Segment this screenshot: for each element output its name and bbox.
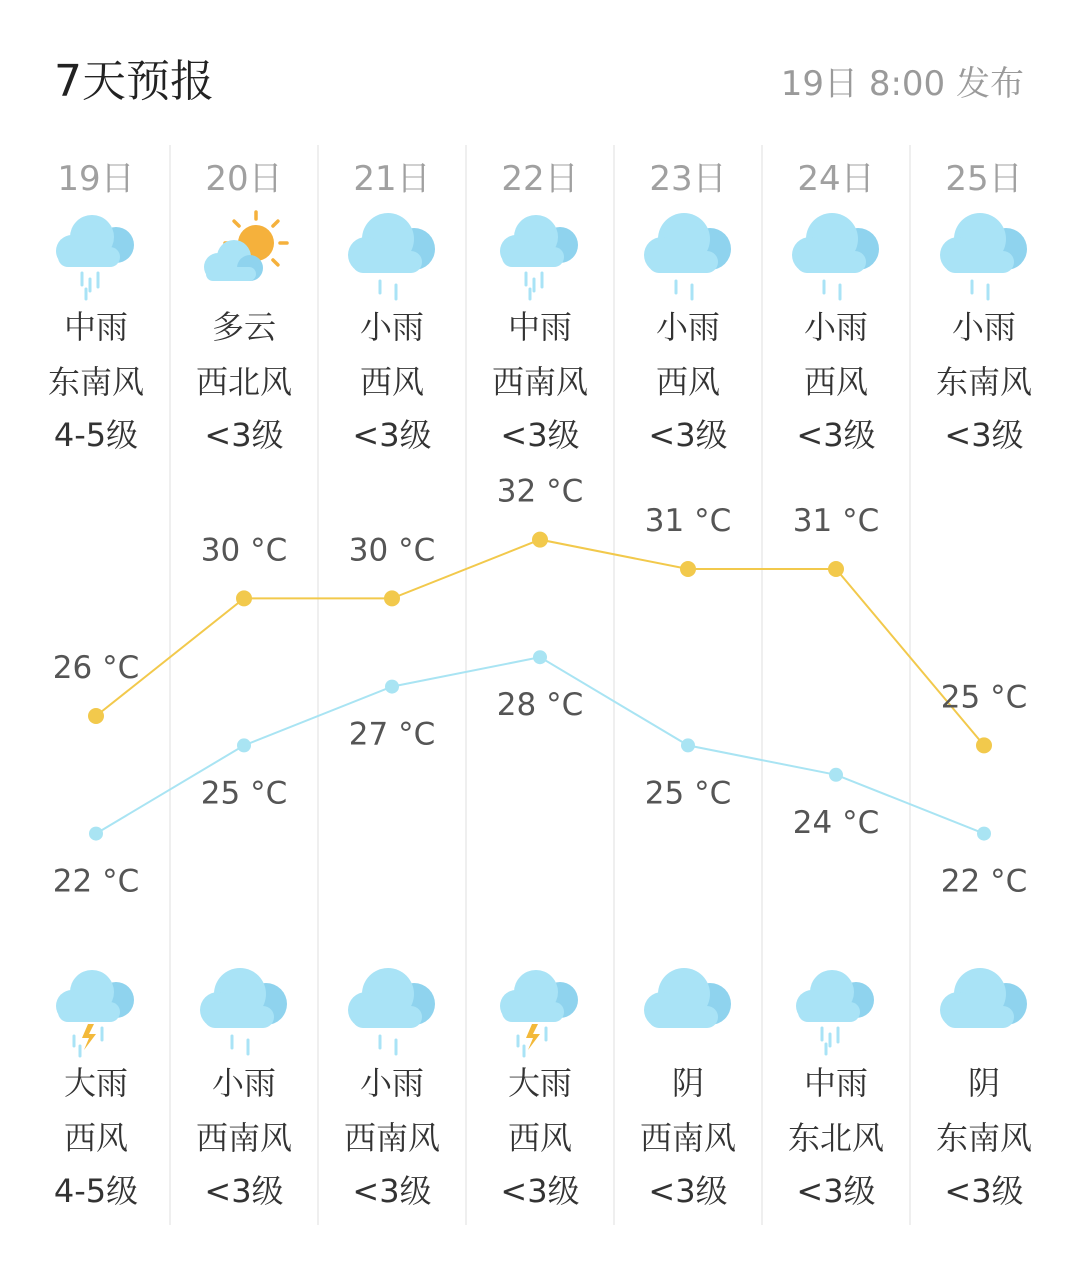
high-temp-label: 31 °C: [644, 503, 732, 539]
low-temp-label: 22 °C: [940, 863, 1028, 900]
day-wind-level: 4-5级: [53, 416, 139, 454]
night-weather: 阴: [671, 1064, 704, 1102]
day-weather: 小雨: [655, 308, 720, 346]
night-wind-level: <3级: [796, 1172, 876, 1210]
day-date: 23日: [649, 159, 727, 199]
low-temp-label: 28 °C: [496, 687, 584, 724]
low-temp-point: [829, 768, 843, 782]
day-weather: 小雨: [951, 308, 1016, 346]
night-wind-direction: 东北风: [787, 1119, 884, 1157]
day-wind-direction: 西南风: [491, 363, 588, 401]
high-temp-point: [88, 708, 104, 724]
high-temp-point: [680, 561, 696, 577]
day-weather: 中雨: [507, 308, 572, 346]
night-weather: 小雨: [359, 1064, 424, 1102]
day-weather: 多云: [211, 308, 276, 346]
night-wind-level: <3级: [648, 1172, 728, 1210]
day-wind-direction: 东南风: [47, 363, 144, 401]
low-temp-point: [681, 738, 695, 752]
night-weather: 大雨: [63, 1064, 128, 1102]
night-weather: 小雨: [211, 1064, 276, 1102]
night-weather: 中雨: [803, 1064, 868, 1102]
high-temp-label: 30 °C: [348, 532, 436, 569]
night-wind-direction: 西风: [63, 1119, 128, 1157]
day-wind-direction: 西风: [655, 363, 720, 401]
low-temp-label: 22 °C: [52, 863, 140, 900]
low-temp-point: [89, 827, 103, 841]
night-weather: 阴: [967, 1064, 1000, 1102]
day-wind-direction: 东南风: [935, 363, 1032, 401]
low-temp-label: 25 °C: [200, 775, 288, 812]
day-date: 25日: [945, 159, 1023, 199]
day-wind-level: <3级: [648, 416, 728, 454]
high-temp-point: [976, 737, 992, 753]
night-wind-level: <3级: [944, 1172, 1024, 1210]
publish-time: 19日 8:00 发布: [780, 64, 1024, 104]
high-temp-label: 26 °C: [52, 650, 140, 686]
day-wind-direction: 西风: [803, 363, 868, 401]
day-wind-level: <3级: [204, 416, 284, 454]
low-temp-point: [977, 827, 991, 841]
day-wind-level: <3级: [796, 416, 876, 454]
low-temp-point: [533, 650, 547, 664]
night-wind-direction: 西南风: [195, 1119, 292, 1157]
low-temp-label: 25 °C: [644, 775, 732, 812]
night-weather: 大雨: [507, 1064, 572, 1102]
day-wind-level: <3级: [500, 416, 580, 454]
high-temp-point: [828, 561, 844, 577]
day-wind-level: <3级: [944, 416, 1024, 454]
night-wind-direction: 西风: [507, 1119, 572, 1157]
night-wind-level: <3级: [500, 1172, 580, 1210]
night-wind-direction: 西南风: [639, 1119, 736, 1157]
low-temp-label: 27 °C: [348, 716, 436, 753]
night-wind-level: 4-5级: [53, 1172, 139, 1210]
high-temp-label: 32 °C: [496, 473, 584, 510]
night-wind-level: <3级: [204, 1172, 284, 1210]
high-temp-point: [532, 532, 548, 548]
day-date: 19日: [57, 159, 135, 199]
day-weather: 小雨: [803, 308, 868, 346]
day-date: 24日: [797, 159, 875, 199]
night-wind-level: <3级: [352, 1172, 432, 1210]
low-temp-point: [237, 738, 251, 752]
page-title: 7天预报: [54, 56, 214, 107]
day-weather: 小雨: [359, 308, 424, 346]
day-date: 21日: [353, 159, 431, 199]
high-temp-label: 30 °C: [200, 532, 288, 569]
low-temp-label: 24 °C: [792, 804, 880, 841]
day-date: 22日: [501, 159, 579, 199]
night-wind-direction: 西南风: [343, 1119, 440, 1157]
day-wind-direction: 西风: [359, 363, 424, 401]
night-wind-direction: 东南风: [935, 1119, 1032, 1157]
high-temp-point: [384, 590, 400, 606]
high-temp-label: 25 °C: [940, 679, 1028, 716]
low-temp-point: [385, 680, 399, 694]
day-date: 20日: [205, 159, 283, 199]
high-temp-label: 31 °C: [792, 503, 880, 539]
day-wind-direction: 西北风: [195, 363, 292, 401]
day-wind-level: <3级: [352, 416, 432, 454]
high-temp-point: [236, 590, 252, 606]
day-weather: 中雨: [63, 308, 128, 346]
